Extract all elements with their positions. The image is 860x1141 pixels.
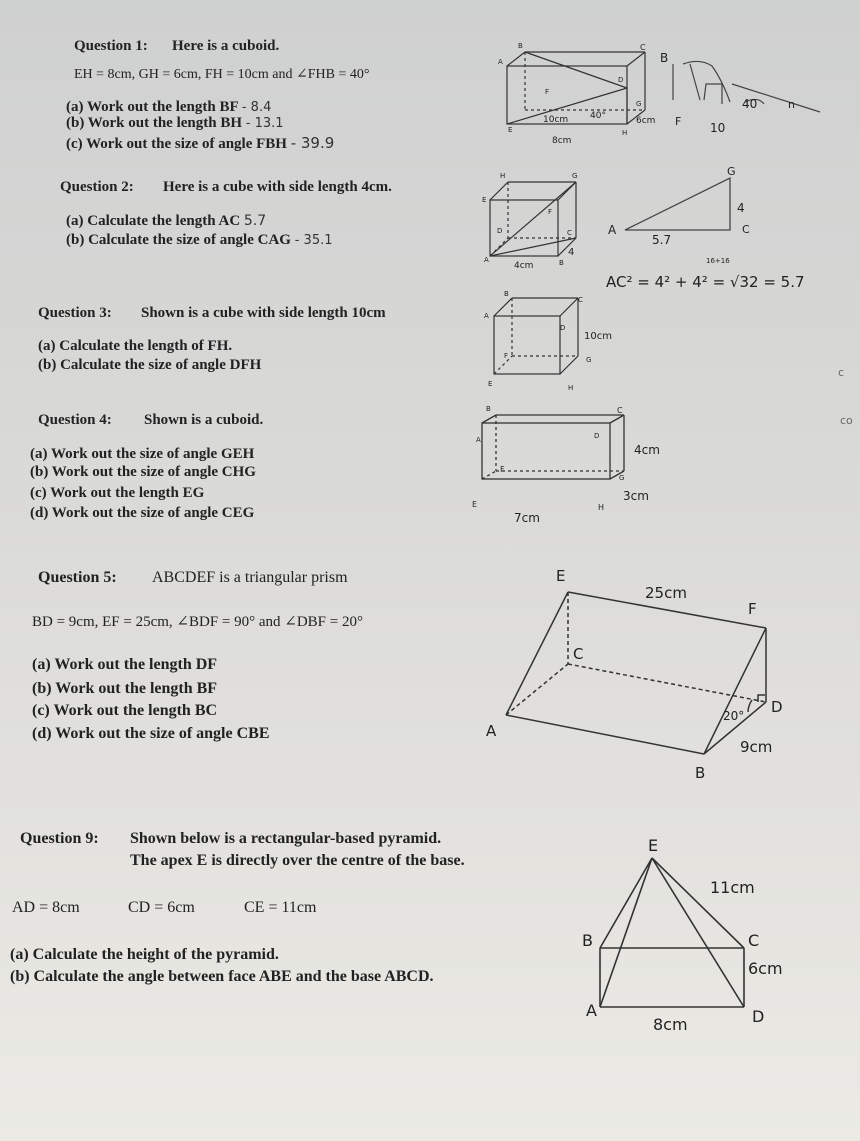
q2-part-b: (b) Calculate the size of angle CAG - 35.1 bbox=[66, 232, 333, 248]
q5-label-e: E bbox=[556, 567, 566, 585]
q3-part-b: (b) Calculate the size of angle DFH bbox=[38, 357, 262, 373]
q3-label-f: F bbox=[504, 352, 509, 360]
q4-part-c: (c) Work out the length EG bbox=[30, 485, 205, 501]
q5-part-a: (a) Work out the length DF bbox=[32, 656, 218, 673]
q1-sketch-angle: 40 bbox=[742, 97, 758, 111]
q9-label-d: D bbox=[752, 1007, 765, 1026]
q1-part-b: (b) Work out the length BH - 13.1 bbox=[66, 115, 284, 131]
q2-answer-a: 5.7 bbox=[243, 213, 267, 229]
q2-part-a: (a) Calculate the length AC 5.7 bbox=[66, 213, 267, 229]
margin-mark-1: c bbox=[838, 366, 845, 379]
q1-label-f: F bbox=[545, 88, 550, 96]
q4-label-g: G bbox=[619, 474, 625, 482]
q1-part-c: (c) Work out the size of angle FBH - 39.9 bbox=[66, 134, 335, 152]
q2-label-a: A bbox=[484, 256, 489, 264]
q2-label-g: G bbox=[572, 172, 578, 180]
q2-intro: Here is a cube with side length 4cm. bbox=[163, 179, 392, 195]
q4-part-b: (b) Work out the size of angle CHG bbox=[30, 464, 256, 480]
q2-label-c: C bbox=[567, 229, 572, 237]
q1-label-e: E bbox=[508, 126, 513, 134]
q3-label-b: B bbox=[504, 290, 509, 298]
q1-label-a: A bbox=[498, 58, 503, 66]
q3-part-a: (a) Calculate the length of FH. bbox=[38, 338, 233, 354]
q5-title: Question 5: bbox=[38, 569, 117, 586]
q2-sketch-base: 5.7 bbox=[652, 233, 672, 247]
q1-sketch-n: n bbox=[788, 98, 795, 111]
q1-label-h: H bbox=[622, 129, 628, 137]
q5-given: BD = 9cm, EF = 25cm, ∠BDF = 90° and ∠DBF = 20° bbox=[32, 614, 363, 630]
q9-given-cd: CD = 6cm bbox=[128, 899, 195, 916]
q2-label-h: H bbox=[500, 172, 506, 180]
q2-four-label: 4 bbox=[568, 247, 575, 258]
q2-label-f: F bbox=[548, 208, 553, 216]
q1-sketch-f: F bbox=[675, 115, 682, 128]
q4-part-a: (a) Work out the size of angle GEH bbox=[30, 446, 255, 462]
q4-label-c: C bbox=[617, 406, 623, 415]
q5-label-f: F bbox=[748, 600, 757, 618]
q3-label-h: H bbox=[568, 384, 574, 392]
q1-answer-a: - 8.4 bbox=[241, 100, 272, 115]
q1-fh-label: 10cm bbox=[543, 115, 569, 125]
q2-label-d: D bbox=[497, 227, 503, 235]
q1-label-g: G bbox=[636, 100, 642, 108]
q5-label-d: D bbox=[771, 698, 783, 716]
q3-side-label: 10cm bbox=[584, 331, 612, 342]
q1-part-a: (a) Work out the length BF - 8.4 bbox=[66, 99, 272, 115]
q5-label-c: C bbox=[573, 645, 584, 663]
q9-title: Question 9: bbox=[20, 830, 99, 847]
q1-sketch-b: B bbox=[660, 51, 669, 65]
q1-intro: Here is a cuboid. bbox=[172, 38, 280, 54]
q4-height-label: 4cm bbox=[634, 443, 660, 457]
q1-sketch-ten: 10 bbox=[710, 121, 726, 135]
q5-ef-label: 25cm bbox=[645, 584, 687, 602]
q9-ce-label: 11cm bbox=[710, 878, 755, 897]
q9-ad-label: 8cm bbox=[653, 1015, 688, 1034]
margin-mark-2: co bbox=[840, 414, 853, 427]
q4-intro: Shown is a cuboid. bbox=[144, 412, 264, 428]
q5-intro: ABCDEF is a triangular prism bbox=[152, 569, 348, 586]
q9-cd-label: 6cm bbox=[748, 959, 783, 978]
q2-sketch-small: 16+16 bbox=[706, 257, 730, 265]
q4-part-d: (d) Work out the size of angle CEG bbox=[30, 505, 255, 521]
q5-part-b: (b) Work out the length BF bbox=[32, 680, 218, 697]
q1-label-c: C bbox=[640, 43, 646, 52]
q2-sketch-formula: AC² = 4² + 4² = √32 = 5.7 bbox=[606, 273, 805, 291]
q1-answer-b: - 13.1 bbox=[245, 116, 284, 131]
q5-label-a: A bbox=[486, 722, 497, 740]
q1-angle-label: 40° bbox=[590, 111, 606, 121]
q9-given-ce: CE = 11cm bbox=[244, 899, 317, 916]
q3-title: Question 3: bbox=[38, 305, 112, 321]
q3-label-g: G bbox=[586, 356, 592, 364]
q4-length-label: 7cm bbox=[514, 511, 540, 525]
q9-intro-1: Shown below is a rectangular-based pyramid. bbox=[130, 830, 442, 847]
q4-label-e: E bbox=[472, 500, 478, 509]
q2-sketch-a: A bbox=[608, 223, 617, 237]
q2-label-e: E bbox=[482, 196, 487, 204]
q2-sketch-g: G bbox=[727, 165, 736, 178]
q2-side-label: 4cm bbox=[514, 261, 534, 271]
q5-part-d: (d) Work out the size of angle CBE bbox=[32, 725, 270, 742]
q3-label-d: D bbox=[560, 324, 566, 332]
q9-part-a: (a) Calculate the height of the pyramid. bbox=[10, 946, 279, 963]
q2-label-b: B bbox=[559, 259, 564, 267]
q2-answer-b: - 35.1 bbox=[294, 233, 333, 248]
q5-bd-label: 9cm bbox=[740, 738, 773, 756]
q3-label-a: A bbox=[484, 312, 489, 320]
q3-label-c: C bbox=[578, 296, 583, 304]
q1-label-d: D bbox=[618, 76, 624, 84]
q1-answer-c: - 39.9 bbox=[290, 134, 335, 152]
q4-label-h: H bbox=[598, 503, 605, 512]
q4-label-b: B bbox=[486, 405, 491, 413]
q3-label-e: E bbox=[488, 380, 493, 388]
q2-sketch-four: 4 bbox=[737, 201, 745, 215]
q9-label-b: B bbox=[582, 931, 593, 950]
q5-part-c: (c) Work out the length BC bbox=[32, 702, 218, 719]
q3-intro: Shown is a cube with side length 10cm bbox=[141, 305, 386, 321]
q1-eh-label: 8cm bbox=[552, 136, 572, 146]
q4-title: Question 4: bbox=[38, 412, 112, 428]
q1-given: EH = 8cm, GH = 6cm, FH = 10cm and ∠FHB = 40° bbox=[74, 67, 370, 82]
q2-sketch-c: C bbox=[742, 223, 750, 236]
q4-label-f: F bbox=[500, 465, 505, 474]
q4-label-d: D bbox=[594, 432, 600, 440]
q9-label-c: C bbox=[748, 931, 760, 950]
q1-gh-label: 6cm bbox=[636, 116, 656, 126]
q1-label-b: B bbox=[518, 42, 523, 50]
q5-angle-label: 20° bbox=[723, 709, 745, 723]
q9-intro-2: The apex E is directly over the centre of the base. bbox=[130, 852, 465, 869]
q5-label-b: B bbox=[695, 764, 706, 782]
q2-title: Question 2: bbox=[60, 179, 134, 195]
q9-label-e: E bbox=[648, 836, 659, 855]
q9-given-ad: AD = 8cm bbox=[12, 899, 80, 916]
q9-part-b: (b) Calculate the angle between face ABE and the base ABCD. bbox=[10, 968, 434, 985]
q1-title: Question 1: bbox=[74, 38, 148, 54]
q4-label-a: A bbox=[476, 436, 481, 444]
q9-label-a: A bbox=[586, 1001, 597, 1020]
q4-width-label: 3cm bbox=[623, 489, 649, 503]
